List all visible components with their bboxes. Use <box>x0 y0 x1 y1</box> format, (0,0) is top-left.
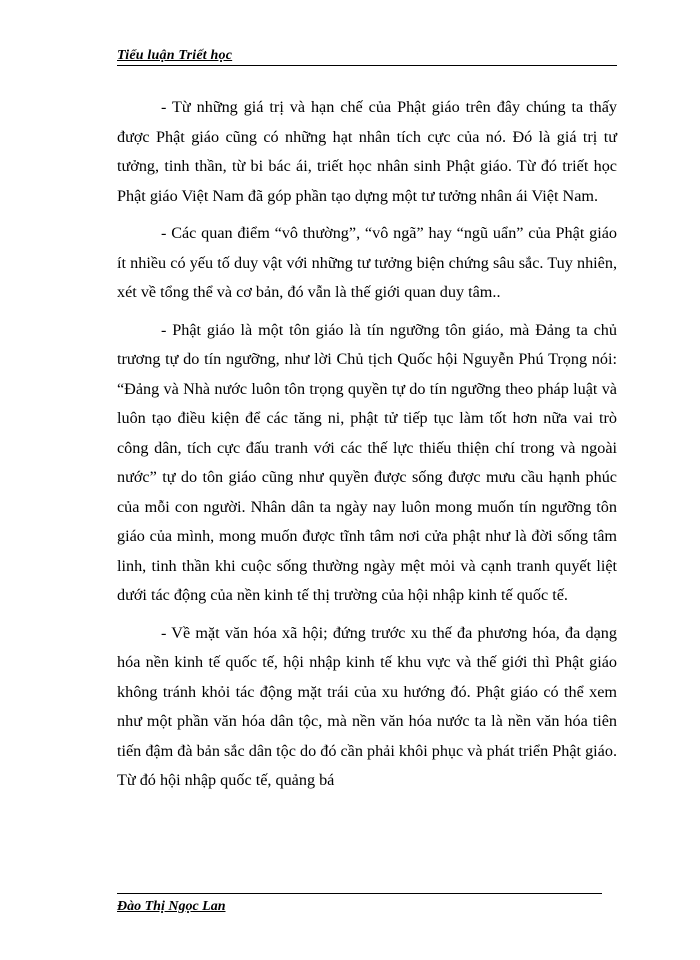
document-body <box>117 93 617 804</box>
page-header <box>117 48 617 72</box>
paragraph-3: - Phật giáo là một tôn giáo là tín ngưỡng tôn giáo, mà Đảng ta chủ trương tự do tín ngưỡng, như lời Chủ tịch Quốc hội Nguyễn Phú Trọng nói: “Đảng và Nhà nước luôn tôn trọng quyền tự do tín ngưỡng theo pháp luật và luôn tạo điều kiện để các tăng ni, phật tử tiếp tục làm tốt hơn nữa vai trò công dân, tích cực đấu tranh với các thế lực thiếu thiện chí trong và ngoài nước” tự do tôn giáo cũng như quyền được sống được mưu cầu hạnh phúc của mỗi con người. Nhân dân ta ngày nay luôn mong muốn tín ngưỡng tôn giáo của mình, mong muốn được tĩnh tâm nơi cửa phật như là đời sống tâm linh, tinh thần khi cuộc sống thường ngày mệt mỏi và cạnh tranh quyết liệt dưới tác động của nền kinh tế thị trường của hội nhập kinh tế quốc tế. <box>117 320 617 604</box>
footer-author: Đào Thị Ngọc Lan <box>117 899 226 914</box>
paragraph-4: - Về mặt văn hóa xã hội; đứng trước xu thế đa phương hóa, đa dạng hóa nền kinh tế quốc tế, hội nhập kinh tế khu vực và thế giới thì Phật giáo không tránh khỏi tác động mặt trái của xu hướng đó. Phật giáo có thể xem như một phần văn hóa dân tộc, mà nền văn hóa nước ta là nền văn hóa tiên tiến đậm đà bản sắc dân tộc do đó cần phải khôi phục và phát triển Phật giáo. Từ đó hội nhập quốc tế, quảng bá <box>117 623 617 789</box>
header-title: Tiểu luận Triết học <box>117 48 233 63</box>
footer-rule <box>117 893 602 894</box>
paragraph-2: - Các quan điểm “vô thường”, “vô ngã” hay “ngũ uẩn” của Phật giáo ít nhiều có yếu tố duy vật với những tư tưởng biện chứng sâu sắc. Tuy nhiên, xét về tổng thể và cơ bản, đó vẫn là thế giới quan duy tâm.. <box>117 224 617 301</box>
page-footer <box>117 893 602 933</box>
header-rule <box>117 65 617 66</box>
paragraph-1: - Từ những giá trị và hạn chế của Phật giáo trên đây chúng ta thấy được Phật giáo cũng có những hạt nhân tích cực của nó. Đó là giá trị tư tưởng, tinh thần, từ bi bác ái, triết học nhân sinh Phật giáo. Từ đó triết học Phật giáo Việt Nam đã góp phần tạo dựng một tư tưởng nhân ái Việt Nam. <box>117 98 617 205</box>
